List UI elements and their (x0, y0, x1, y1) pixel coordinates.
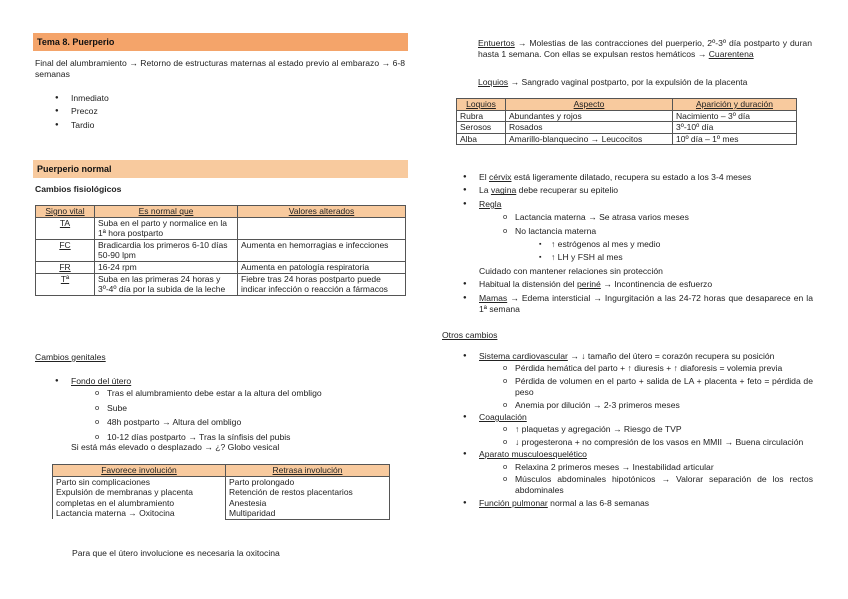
cell-line: Expulsión de membranas y placenta completas en el alumbramiento (56, 487, 194, 508)
text: está ligeramente dilatado, recupera su estado a los 3-4 meses (511, 172, 752, 182)
fondo-list (35, 376, 405, 443)
loquios-term: Loquios (478, 77, 509, 87)
table-cell: Fiebre tras 24 horas postparto puede indicar infección o reacción a fármacos (238, 273, 406, 295)
text: La (479, 185, 491, 196)
cell-line: Parto prolongado (229, 476, 295, 487)
table-row (457, 133, 797, 145)
table-header: Signo vital (36, 206, 95, 218)
loquios-table (456, 98, 797, 145)
intro-paragraph: Final del alumbramiento → Retorno de estructuras maternas al estado previo al embarazo → 6-8 semanas (35, 58, 405, 80)
table-cell: Nacimiento – 3º día (673, 110, 797, 122)
table-cell: Suba en las primeras 24 horas y 3º-4º día por la subida de la leche (95, 273, 238, 295)
list-item: o Tras el alumbramiento debe estar a la altura del ombligo (35, 388, 405, 399)
cuarentena-term: Cuarentena (708, 49, 754, 60)
table-row (53, 476, 390, 519)
list-item: o ↓ progesterona + no compresión de los vasos en MMII → Buena circulación (443, 437, 813, 448)
table-header-row (457, 99, 797, 111)
cervix-term: cérvix (489, 172, 512, 182)
text: normal a las 6-8 semanas (547, 497, 650, 508)
perine-term: periné (576, 279, 601, 290)
entuertos-term: Entuertos (478, 38, 515, 48)
entuertos-paragraph (478, 38, 812, 61)
list-item (443, 279, 813, 290)
list-item: o No lactancia materna (443, 226, 813, 237)
elevado-note: Si está más elevado o desplazado → ¿? Globo vesical (71, 442, 280, 452)
text: debe recuperar su epitelio (516, 185, 619, 196)
table-header: Aspecto (506, 99, 673, 111)
table-row (36, 261, 406, 273)
vital-signs-table (35, 205, 406, 296)
regla-term: Regla (479, 198, 502, 209)
text: → Edema intersticial → Ingurgitación a las 24-72 horas que desaparece en la 1ª semana (479, 292, 813, 315)
table-row (457, 110, 797, 122)
list-item (443, 412, 813, 423)
table-cell: Aumenta en patología respiratoria (238, 261, 406, 273)
loquios-text: → Sangrado vaginal postparto, por la expulsión de la placenta (508, 77, 748, 87)
loquios-paragraph (478, 77, 812, 88)
table-row (36, 273, 406, 295)
table-cell (53, 476, 226, 519)
table-cell: Rosados (506, 122, 673, 134)
text: Habitual la distensión del (479, 279, 577, 290)
table-cell: Aumenta en hemorragias e infecciones (238, 239, 406, 261)
table-cell: TA (36, 217, 95, 239)
fondo-title: Fondo del útero (71, 376, 132, 386)
text: → ↓ tamaño del útero = corazón recupera su posición (567, 351, 775, 361)
table-cell: FR (36, 261, 95, 273)
involucion-table (52, 464, 390, 520)
list-item (443, 449, 813, 460)
normal-title-band (33, 160, 408, 178)
table-header: Retrasa involución (226, 465, 390, 477)
musc-term: Aparato musculoesquelético (479, 449, 587, 460)
table-cell: Alba (457, 133, 506, 145)
cardio-term: Sistema cardiovascular (479, 351, 568, 361)
otros-cambios-heading: Otros cambios (442, 330, 498, 340)
table-row (36, 217, 406, 239)
list-item (443, 185, 813, 196)
list-item: o 48h postparto → Altura del ombligo (35, 417, 405, 428)
cell-line: Parto sin complicaciones (56, 476, 151, 487)
cell-line: Multiparidad (229, 508, 276, 519)
list-item: ▪ ↑ LH y FSH al mes (443, 252, 813, 263)
text: → Incontinencia de esfuerzo (600, 279, 713, 290)
table-cell (226, 476, 390, 519)
tema-title: Tema 8. Puerperio (37, 37, 115, 47)
table-cell: FC (36, 239, 95, 261)
table-header: Es normal que (95, 206, 238, 218)
mamas-term: Mamas (479, 292, 508, 303)
otros-cambios-list (443, 351, 813, 509)
table-row (36, 239, 406, 261)
text: El (479, 172, 490, 182)
table-header: Aparición y duración (673, 99, 797, 111)
tema-title-band (33, 33, 408, 51)
list-item: ● Inmediato (35, 93, 395, 104)
table-cell: Suba en el parto y normalice en la 1ª hora postparto (95, 217, 238, 239)
table-cell: Amarillo-blanquecino → Leucocitos (506, 133, 673, 145)
list-item (443, 351, 813, 362)
cell-line: Retención de restos placentarios Anestesia (229, 487, 353, 508)
table-cell: Tª (36, 273, 95, 295)
list-item: o Pérdida de volumen en el parto + salida de LA + placenta + feto = pérdida de peso (443, 376, 813, 399)
entuertos-text: → Molestias de las contracciones del puerperio, 2º-3º día postparto y duran hasta 1 semana. Con ellas se expulsan restos hemáticos → (478, 38, 812, 60)
cell-line: Lactancia materna → Oxitocina (56, 508, 175, 519)
table-header: Favorece involución (53, 465, 226, 477)
pulm-term: Función pulmonar (479, 497, 548, 508)
list-item: o 10-12 días postparto → Tras la sínfisis del pubis (35, 432, 405, 443)
table-row (457, 122, 797, 134)
list-item (443, 172, 813, 183)
table-header: Valores alterados (238, 206, 406, 218)
table-cell: 3º-10º día (673, 122, 797, 134)
phases-list (35, 93, 395, 131)
table-cell: 16-24 rpm (95, 261, 238, 273)
list-item: o Pérdida hemática del parto + ↑ diuresis + ↑ diaforesis = volemia previa (443, 363, 813, 374)
table-cell (238, 217, 406, 239)
list-item: o ↑ plaquetas y agregación → Riesgo de TVP (443, 424, 813, 435)
coag-term: Coagulación (479, 412, 527, 423)
cambios-genitales-heading: Cambios genitales (35, 352, 106, 362)
table-cell: Rubra (457, 110, 506, 122)
table-header-row (36, 206, 406, 218)
list-item (443, 199, 813, 210)
table-header: Loquios (457, 99, 506, 111)
section-title: Puerperio normal (37, 164, 112, 174)
list-item: ● Tardio (35, 120, 395, 131)
list-item (443, 293, 813, 316)
list-item: o Anemia por dilución → 2-3 primeros meses (443, 400, 813, 411)
table-cell: Abundantes y rojos (506, 110, 673, 122)
list-item: o Lactancia materna → Se atrasa varios meses (443, 212, 813, 223)
table-cell: Serosos (457, 122, 506, 134)
cuidado-note: Cuidado con mantener relaciones sin protección (479, 265, 663, 276)
list-item: ▪ ↑ estrógenos al mes y medio (443, 239, 813, 250)
table-cell: 10º día – 1º mes (673, 133, 797, 145)
list-item: o Sube (35, 403, 405, 414)
oxitocina-note: Para que el útero involucione es necesaria la oxitocina (72, 548, 280, 558)
list-item (35, 376, 405, 387)
list-item (443, 498, 813, 509)
list-item: o Músculos abdominales hipotónicos → Valorar separación de los rectos abdominales (443, 474, 813, 497)
genital-changes-list (443, 172, 813, 315)
cambios-fisiologicos-heading: Cambios fisiológicos (35, 184, 122, 194)
table-cell: Bradicardia los primeros 6-10 días 50-90 lpm (95, 239, 238, 261)
table-header-row (53, 465, 390, 477)
list-item: o Relaxina 2 primeros meses → Inestabilidad articular (443, 462, 813, 473)
vagina-term: vagina (490, 185, 517, 196)
list-item: ● Precoz (35, 106, 395, 117)
